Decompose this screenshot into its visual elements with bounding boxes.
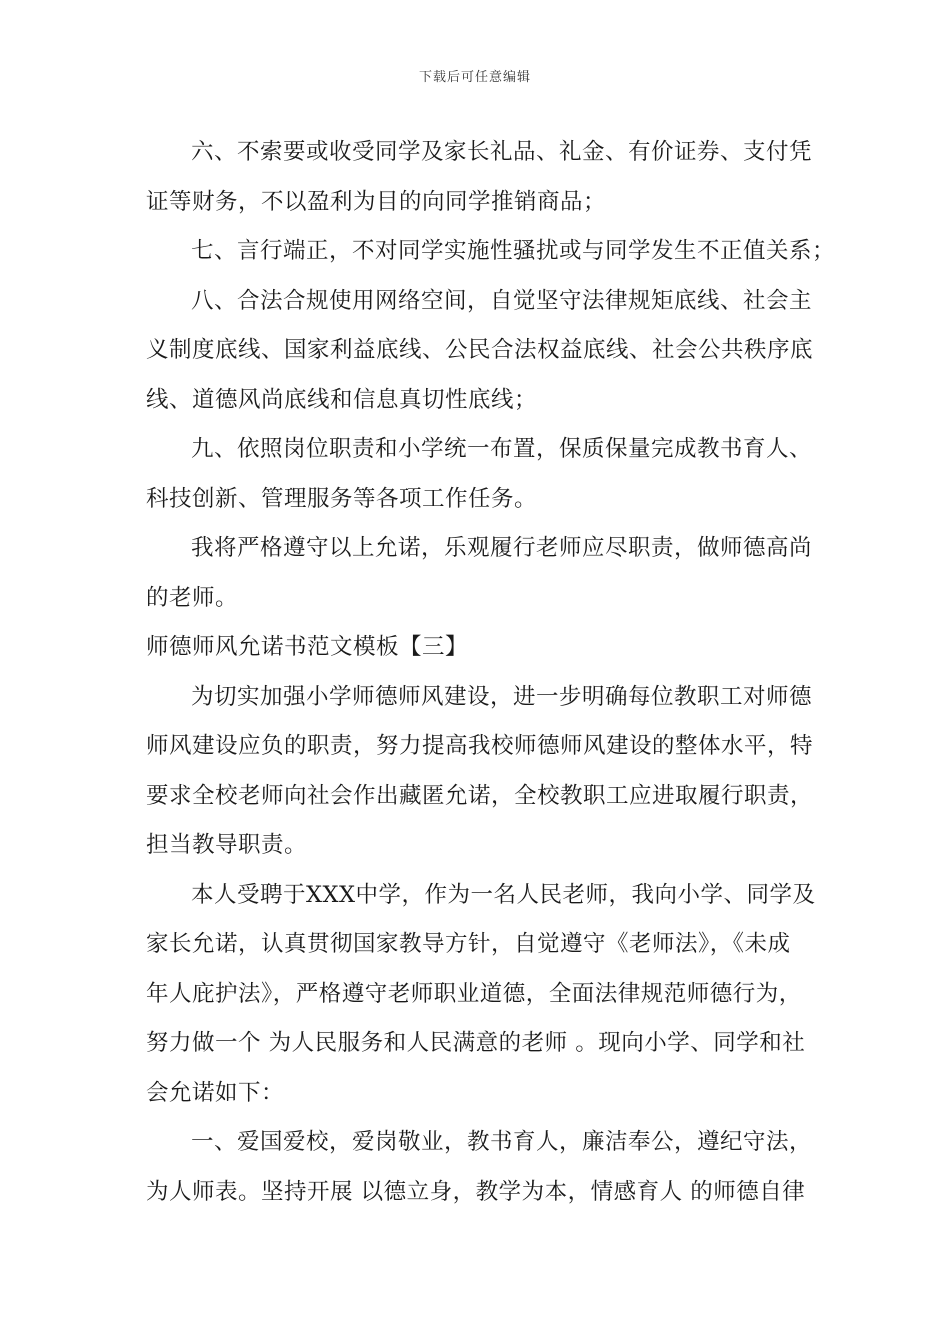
page-header: 下载后可任意编辑 — [418, 70, 531, 85]
text-line: 证等财务，不以盈利为目的向同学推销商品； — [146, 188, 607, 215]
text-line: 九、依照岗位职责和小学统一布置，保质保量完成教书育人、 — [191, 436, 813, 462]
text-line: 年人庇护法》，严格遵守老师职业道德，全面法律规范师德行为， — [146, 980, 802, 1007]
text-line: 一、爱国爱校，爱岗敬业，教书育人，廉洁奉公，遵纪守法， — [191, 1129, 813, 1155]
text-line: 为切实加强小学师德师风建设，进一步明确每位教职工对师德 — [191, 683, 813, 710]
section-heading: 师德师风允诺书范文模板【三】 — [146, 634, 469, 660]
text-line: 师风建设应负的职责，努力提高我校师德师风建设的整体水平，特 — [146, 733, 814, 759]
text-line: 要求全校老师向社会作出藏匿允诺，全校教职工应进取履行职责， — [146, 782, 814, 809]
text-line: 努力做一个 为人民服务和人民满意的老师 。现向小学、同学和社 — [146, 1030, 806, 1056]
text-line: 家长允诺，认真贯彻国家教导方针，自觉遵守《老师法》，《未成 — [146, 931, 791, 957]
text-line: 的老师。 — [146, 584, 239, 611]
text-line: 八、合法合规使用网络空间，自觉坚守法律规矩底线、社会主 — [191, 287, 813, 314]
document-body — [146, 128, 836, 1217]
text-line: 线、道德风尚底线和信息真切性底线； — [146, 386, 538, 413]
text-line: 本人受聘于XXX中学，作为一名人民老师，我向小学、同学及 — [191, 881, 816, 908]
text-line: 义制度底线、国家利益底线、公民合法权益底线、社会公共秩序底 — [146, 337, 814, 363]
text-line: 我将严格遵守以上允诺，乐观履行老师应尽职责，做师德高尚 — [191, 535, 813, 561]
text-line: 六、不索要或收受同学及家长礼品、礼金、有价证券、支付凭 — [191, 139, 813, 165]
text-line: 会允诺如下： — [146, 1079, 285, 1106]
text-line: 科技创新、管理服务等各项工作任务。 — [146, 485, 538, 512]
text-line: 担当教导职责。 — [146, 832, 308, 858]
text-line: 为人师表。坚持开展 以德立身，教学为本，情感育人 的师德自律 — [146, 1178, 806, 1205]
text-line: 七、言行端正，不对同学实施性骚扰或与同学发生不正值关系； — [191, 238, 836, 264]
